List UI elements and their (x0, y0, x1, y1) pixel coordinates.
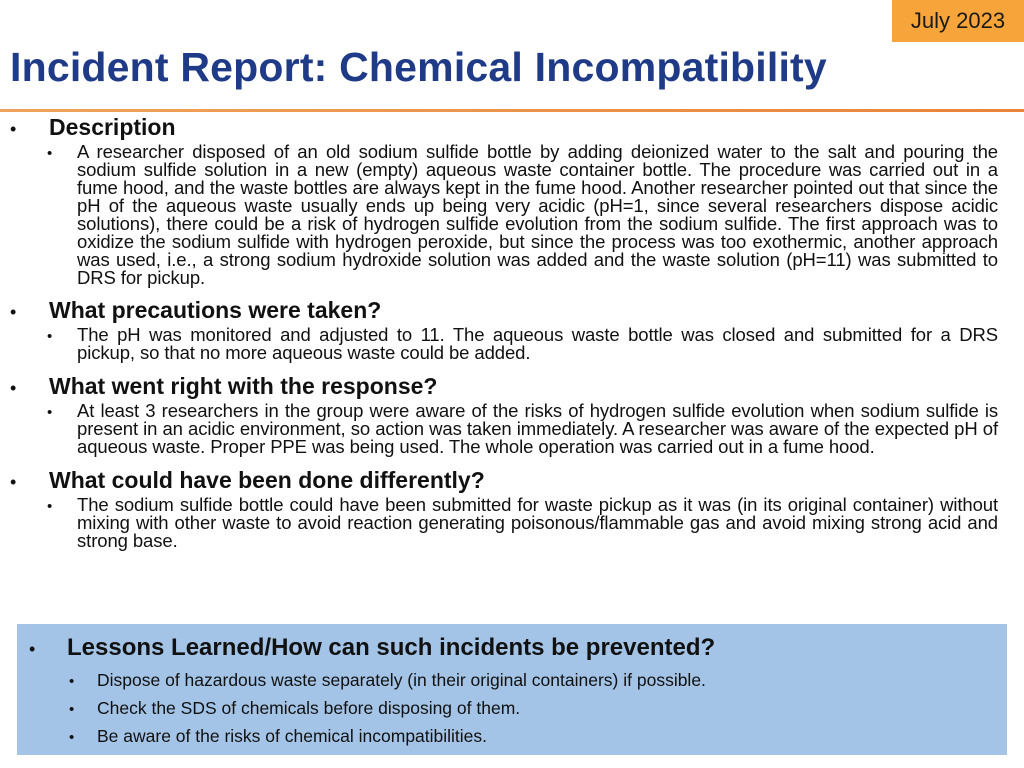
section-went-right (10, 373, 998, 456)
bullet-icon: • (47, 404, 53, 421)
precautions-heading: What precautions were taken? (49, 297, 382, 323)
section-description (10, 114, 998, 287)
page-title: Incident Report: Chemical Incompatibility (10, 44, 827, 90)
section-precautions (10, 297, 998, 362)
date-badge (892, 0, 1024, 42)
section-heading (10, 467, 998, 496)
differently-heading: What could have been done differently? (49, 467, 485, 493)
went-right-text: At least 3 researchers in the group were aware of the risks of hydrogen sulfide evolution when sodium sulfide is present in an acidic environment, so action was taken immediately. A researcher was aware of the expected pH of aqueous waste. Proper PPE was being used. The whole operation was carried out in a fume hood. (77, 400, 998, 457)
differently-item (47, 496, 998, 550)
section-heading (10, 114, 998, 143)
bullet-icon: • (10, 378, 17, 398)
bullet-icon: • (69, 673, 75, 690)
section-heading (10, 297, 998, 326)
differently-text: The sodium sulfide bottle could have been submitted for waste pickup as it was (in its original container) without mixing with other waste to avoid reaction generating poisonous/flammable gas and avoid mixing strong acid and strong base. (77, 494, 998, 551)
bullet-icon: • (69, 701, 75, 718)
lessons-item (69, 695, 1007, 723)
went-right-item (47, 402, 998, 456)
lessons-item-text: Check the SDS of chemicals before disposing of them. (97, 698, 521, 718)
lessons-item-text: Be aware of the risks of chemical incompatibilities. (97, 726, 488, 746)
description-text: A researcher disposed of an old sodium sulfide bottle by adding deionized water to the salt and pouring the sodium sulfide solution in a new (empty) aqueous waste container bottle. The procedure was carried out in a fume hood, and the waste bottles are always kept in the fume hood. Another researcher pointed out that since the pH of the aqueous waste usually ends up being very acidic (pH=1, since several researchers dispose acidic solutions), there could be a risk of hydrogen sulfide evolution from the sodium sulfide. The first approach was to oxidize the sodium sulfide with hydrogen peroxide, but since the process was too exothermic, another approach was used, i.e., a strong sodium hydroxide solution was added and the waste solution (pH=11) was submitted to DRS for pickup. (77, 141, 998, 288)
bullet-icon: • (29, 639, 36, 659)
date-label: July 2023 (910, 8, 1006, 33)
lessons-item (69, 723, 1007, 751)
title-divider (0, 109, 1024, 112)
description-heading: Description (49, 114, 176, 140)
bullet-icon: • (10, 119, 17, 139)
bullet-icon: • (69, 729, 75, 746)
precautions-text: The pH was monitored and adjusted to 11. The aqueous waste bottle was closed and submitted for a DRS pickup, so that no more aqueous waste could be added. (77, 324, 998, 363)
bullet-icon: • (47, 145, 53, 162)
lessons-item (69, 667, 1007, 695)
lessons-heading: Lessons Learned/How can such incidents be prevented? (67, 634, 716, 661)
section-heading (10, 373, 998, 402)
went-right-heading: What went right with the response? (49, 373, 438, 399)
report-content (10, 113, 998, 550)
lessons-box (17, 624, 1007, 755)
precautions-item (47, 326, 998, 362)
description-item (47, 143, 998, 287)
bullet-icon: • (10, 472, 17, 492)
section-differently (10, 467, 998, 550)
bullet-icon: • (10, 302, 17, 322)
lessons-heading-row (29, 630, 1007, 667)
lessons-item-text: Dispose of hazardous waste separately (in their original containers) if possible. (97, 670, 706, 690)
bullet-icon: • (47, 498, 53, 515)
bullet-icon: • (47, 328, 53, 345)
